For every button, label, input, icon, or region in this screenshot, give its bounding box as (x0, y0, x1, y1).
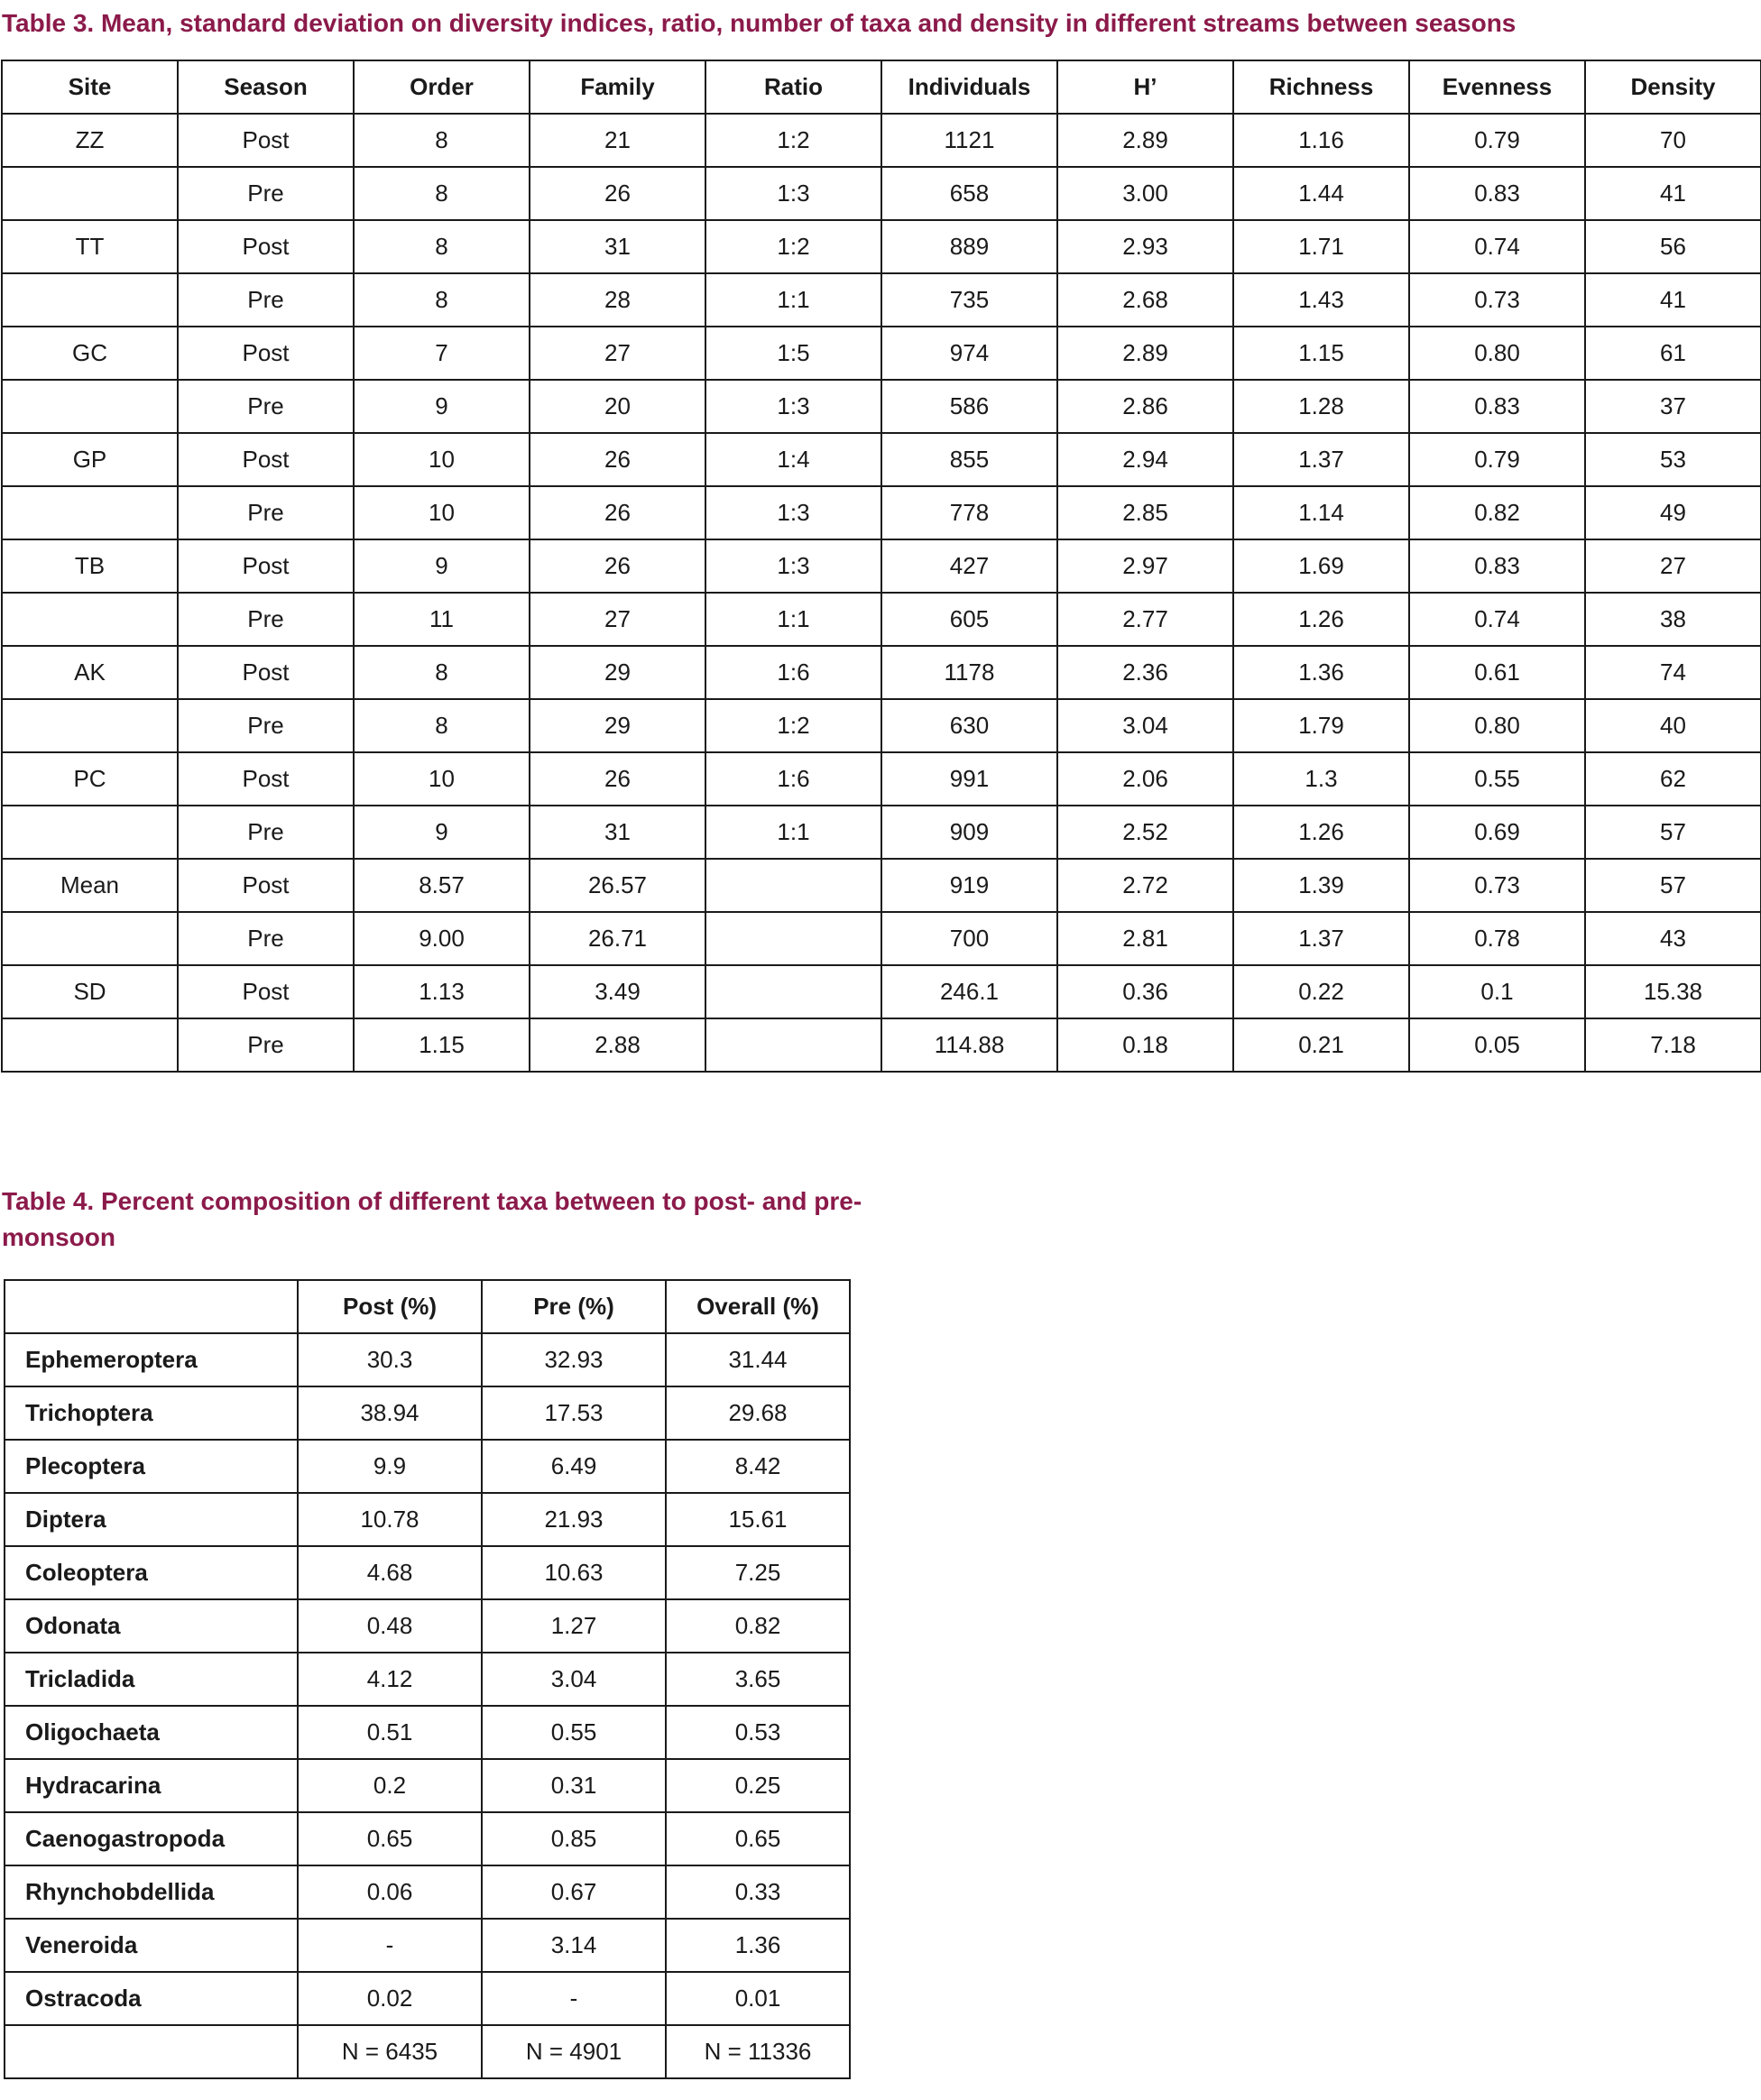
table3-header-cell: Richness (1233, 60, 1409, 114)
table3-cell: 49 (1585, 486, 1761, 539)
table4-cell: 0.82 (666, 1599, 850, 1653)
table3-cell: 246.1 (881, 965, 1057, 1018)
table4-cell: Oligochaeta (5, 1706, 298, 1759)
table3-row (2, 859, 1761, 912)
table3-cell: 41 (1585, 167, 1761, 220)
table3-cell: 658 (881, 167, 1057, 220)
table4-row (5, 1440, 850, 1493)
table3-row (2, 965, 1761, 1018)
table3-cell: Post (178, 220, 354, 273)
table4-header-row (5, 1280, 850, 1333)
table4-cell: Odonata (5, 1599, 298, 1653)
table3-row (2, 539, 1761, 593)
table4-cell: 0.25 (666, 1759, 850, 1812)
table4-body (5, 1333, 850, 2078)
table3-cell: 9.00 (354, 912, 530, 965)
table4-row (5, 1706, 850, 1759)
table3-header-cell: Ratio (705, 60, 881, 114)
table3-cell: 8 (354, 699, 530, 752)
table3-row (2, 1018, 1761, 1072)
table3-cell: Post (178, 327, 354, 380)
table3-cell: 26.71 (530, 912, 705, 965)
table3-cell: 31 (530, 220, 705, 273)
table3-cell: 1.79 (1233, 699, 1409, 752)
table3-header-row (2, 60, 1761, 114)
table3-cell (2, 1018, 178, 1072)
table3-cell: 1.71 (1233, 220, 1409, 273)
table3-cell: 1.43 (1233, 273, 1409, 327)
table3-cell: 70 (1585, 114, 1761, 167)
table3-cell: Pre (178, 486, 354, 539)
table4-cell: 0.01 (666, 1972, 850, 2025)
table3-cell: 38 (1585, 593, 1761, 646)
table3-cell: 20 (530, 380, 705, 433)
table4-cell: 0.33 (666, 1865, 850, 1919)
table3-cell: 3.00 (1057, 167, 1233, 220)
table3-cell: 605 (881, 593, 1057, 646)
table3-cell: 0.22 (1233, 965, 1409, 1018)
table4-cell: Trichoptera (5, 1386, 298, 1440)
table3-cell: 8 (354, 273, 530, 327)
table4-cell: 17.53 (482, 1386, 666, 1440)
table4-cell: 9.9 (298, 1440, 482, 1493)
table3-cell: 1.14 (1233, 486, 1409, 539)
table3-cell: 1.16 (1233, 114, 1409, 167)
table3-cell: ZZ (2, 114, 178, 167)
table3-cell: 9 (354, 539, 530, 593)
table3-cell: Post (178, 859, 354, 912)
table3-cell: 8 (354, 646, 530, 699)
table3-row (2, 912, 1761, 965)
table3-cell (705, 1018, 881, 1072)
table4-row (5, 1812, 850, 1865)
table3-cell: 0.83 (1409, 539, 1585, 593)
table3-cell: 62 (1585, 752, 1761, 806)
table3-cell: Pre (178, 273, 354, 327)
table3-cell: 40 (1585, 699, 1761, 752)
table3-cell: 0.74 (1409, 593, 1585, 646)
table3-cell: 2.06 (1057, 752, 1233, 806)
table3-row (2, 806, 1761, 859)
table3-cell: 1.13 (354, 965, 530, 1018)
table4-cell: 0.55 (482, 1706, 666, 1759)
table4-cell: 0.2 (298, 1759, 482, 1812)
table3-cell: 2.85 (1057, 486, 1233, 539)
table3-cell: 855 (881, 433, 1057, 486)
table4-cell: 29.68 (666, 1386, 850, 1440)
table3-cell: 1:3 (705, 539, 881, 593)
table3-cell: 909 (881, 806, 1057, 859)
table3-cell: 74 (1585, 646, 1761, 699)
table3-cell: 9 (354, 806, 530, 859)
table3-row (2, 699, 1761, 752)
table3-cell (2, 699, 178, 752)
table3-body (2, 114, 1761, 1072)
table3-cell: 61 (1585, 327, 1761, 380)
table3-cell: 1121 (881, 114, 1057, 167)
table3-cell: 11 (354, 593, 530, 646)
table3-cell: 1.37 (1233, 912, 1409, 965)
table4-cell: N = 6435 (298, 2025, 482, 2078)
table4-cell: Rhynchobdellida (5, 1865, 298, 1919)
table3-cell: 1.39 (1233, 859, 1409, 912)
table3-header-cell: Individuals (881, 60, 1057, 114)
table3-cell: 27 (530, 593, 705, 646)
table3-cell: Pre (178, 1018, 354, 1072)
table4-cell: 1.27 (482, 1599, 666, 1653)
table3-cell: 1:2 (705, 114, 881, 167)
table3-cell: Pre (178, 167, 354, 220)
table4-header-cell: Pre (%) (482, 1280, 666, 1333)
table3-cell: 10 (354, 486, 530, 539)
table4-row (5, 1972, 850, 2025)
table3-cell: 21 (530, 114, 705, 167)
table3-row (2, 593, 1761, 646)
table4-cell: 6.49 (482, 1440, 666, 1493)
table3-row (2, 327, 1761, 380)
table4-cell: - (482, 1972, 666, 2025)
table3-cell: 8 (354, 167, 530, 220)
table3-cell: 114.88 (881, 1018, 1057, 1072)
table3-cell: 27 (530, 327, 705, 380)
table4-row (5, 1333, 850, 1386)
table4-cell: Ostracoda (5, 1972, 298, 2025)
table3-cell: 0.73 (1409, 859, 1585, 912)
table3-cell: Pre (178, 699, 354, 752)
table3-cell: 630 (881, 699, 1057, 752)
table4-row (5, 2025, 850, 2078)
table3-cell: 0.36 (1057, 965, 1233, 1018)
table4-cell: 0.31 (482, 1759, 666, 1812)
table3-cell: 1.69 (1233, 539, 1409, 593)
table4-cell: 10.78 (298, 1493, 482, 1546)
table3-cell: 700 (881, 912, 1057, 965)
table4-cell: N = 4901 (482, 2025, 666, 2078)
table3-cell: Post (178, 433, 354, 486)
table3-cell: Pre (178, 806, 354, 859)
table3-cell: 1:2 (705, 699, 881, 752)
table3-row (2, 752, 1761, 806)
table3-cell: 8 (354, 114, 530, 167)
table4-cell: 32.93 (482, 1333, 666, 1386)
table4-row (5, 1386, 850, 1440)
table4-cell: 21.93 (482, 1493, 666, 1546)
table4-row (5, 1653, 850, 1706)
table3-cell: 1:4 (705, 433, 881, 486)
table3-cell: 26 (530, 486, 705, 539)
table3-cell: PC (2, 752, 178, 806)
table4-caption: Table 4. Percent composition of different taxa between to post- and pre-monsoon (2, 1187, 862, 1251)
table4-cell: Tricladida (5, 1653, 298, 1706)
table4-cell (5, 2025, 298, 2078)
table3-cell: AK (2, 646, 178, 699)
table3-cell: 2.89 (1057, 327, 1233, 380)
table3-cell: 1.44 (1233, 167, 1409, 220)
table4-cell: Ephemeroptera (5, 1333, 298, 1386)
table3-header-cell: Order (354, 60, 530, 114)
table3-cell: 0.05 (1409, 1018, 1585, 1072)
table3-cell: 26 (530, 539, 705, 593)
table4-row (5, 1546, 850, 1599)
table3-cell: 3.49 (530, 965, 705, 1018)
table3-row (2, 167, 1761, 220)
table4-row (5, 1759, 850, 1812)
table3-cell: 1.37 (1233, 433, 1409, 486)
table3-cell: 26 (530, 433, 705, 486)
table3-cell: TT (2, 220, 178, 273)
table4-cell: 0.67 (482, 1865, 666, 1919)
table3-header-cell: Density (1585, 60, 1761, 114)
table4-header-cell: Overall (%) (666, 1280, 850, 1333)
table3-cell: 919 (881, 859, 1057, 912)
table3-cell: 0.18 (1057, 1018, 1233, 1072)
table3-header-cell: Season (178, 60, 354, 114)
table3-cell: 29 (530, 699, 705, 752)
table3-cell: Pre (178, 912, 354, 965)
table3-cell: 7.18 (1585, 1018, 1761, 1072)
table4-cell: 1.36 (666, 1919, 850, 1972)
table3-cell: 31 (530, 806, 705, 859)
table4 (4, 1279, 851, 2079)
table3-cell: 1:6 (705, 752, 881, 806)
table3-row (2, 114, 1761, 167)
table3-cell: 3.04 (1057, 699, 1233, 752)
table3-cell: SD (2, 965, 178, 1018)
table3-cell: 1.26 (1233, 806, 1409, 859)
table4-cell: 4.68 (298, 1546, 482, 1599)
table3-cell: 26 (530, 167, 705, 220)
table3-cell: 2.94 (1057, 433, 1233, 486)
table3-cell: 1:3 (705, 380, 881, 433)
table3-cell: Mean (2, 859, 178, 912)
table3-cell: 29 (530, 646, 705, 699)
table3-cell: GP (2, 433, 178, 486)
table4-cell: Diptera (5, 1493, 298, 1546)
table3-cell: 8.57 (354, 859, 530, 912)
table3-caption: Table 3. Mean, standard deviation on diversity indices, ratio, number of taxa and density in different streams between seasons (2, 9, 1517, 37)
table4-cell: 0.53 (666, 1706, 850, 1759)
table3-cell: 2.72 (1057, 859, 1233, 912)
table3-cell: 56 (1585, 220, 1761, 273)
table3-cell: Post (178, 114, 354, 167)
table3-cell: 586 (881, 380, 1057, 433)
table3-cell: 41 (1585, 273, 1761, 327)
table3-header-cell: Family (530, 60, 705, 114)
table3-cell: Pre (178, 380, 354, 433)
table3-row (2, 380, 1761, 433)
table3-cell: 2.93 (1057, 220, 1233, 273)
table3-cell: 1.15 (1233, 327, 1409, 380)
table3-cell: 1:2 (705, 220, 881, 273)
table3-cell: 2.88 (530, 1018, 705, 1072)
table3-cell: 15.38 (1585, 965, 1761, 1018)
table3-cell: 0.82 (1409, 486, 1585, 539)
table3-cell: 735 (881, 273, 1057, 327)
table4-cell: 3.14 (482, 1919, 666, 1972)
table3-cell: 0.79 (1409, 433, 1585, 486)
table3-cell: TB (2, 539, 178, 593)
table3-cell: 427 (881, 539, 1057, 593)
table3-cell: 1:1 (705, 806, 881, 859)
table4-cell: 0.48 (298, 1599, 482, 1653)
table3-cell (2, 273, 178, 327)
table3-cell: 2.36 (1057, 646, 1233, 699)
table3-cell: 0.1 (1409, 965, 1585, 1018)
table4-cell: Veneroida (5, 1919, 298, 1972)
table3-cell (705, 912, 881, 965)
table4-cell: Coleoptera (5, 1546, 298, 1599)
table3-cell: 26 (530, 752, 705, 806)
table4-cell: N = 11336 (666, 2025, 850, 2078)
table3-cell: 1178 (881, 646, 1057, 699)
table4-cell: 0.65 (298, 1812, 482, 1865)
table3-cell: Post (178, 646, 354, 699)
table3-cell: 991 (881, 752, 1057, 806)
table3-cell: 0.80 (1409, 699, 1585, 752)
table3-row (2, 646, 1761, 699)
table3-cell: 1.28 (1233, 380, 1409, 433)
table4-cell: 3.65 (666, 1653, 850, 1706)
table3-cell: 0.80 (1409, 327, 1585, 380)
table4-cell: 0.85 (482, 1812, 666, 1865)
table3-cell: Post (178, 539, 354, 593)
table3-cell: 0.83 (1409, 380, 1585, 433)
table3-row (2, 220, 1761, 273)
table4-cell: - (298, 1919, 482, 1972)
table3-cell: 0.83 (1409, 167, 1585, 220)
table3-header-cell: H’ (1057, 60, 1233, 114)
table4-cell: 38.94 (298, 1386, 482, 1440)
table3-cell: 889 (881, 220, 1057, 273)
table3-cell: 26.57 (530, 859, 705, 912)
table3-cell: 2.97 (1057, 539, 1233, 593)
table3-cell: 9 (354, 380, 530, 433)
table3-cell: 974 (881, 327, 1057, 380)
table4-cell: 31.44 (666, 1333, 850, 1386)
table3-row (2, 486, 1761, 539)
table3-cell: 10 (354, 433, 530, 486)
table3-cell: 57 (1585, 806, 1761, 859)
table4-row (5, 1919, 850, 1972)
table3-row (2, 273, 1761, 327)
table3-cell: 2.86 (1057, 380, 1233, 433)
table4-cell: 0.51 (298, 1706, 482, 1759)
table4-cell: 0.02 (298, 1972, 482, 2025)
table3-cell (2, 806, 178, 859)
table3-cell: 1:3 (705, 167, 881, 220)
table3-cell: 57 (1585, 859, 1761, 912)
table3-row (2, 433, 1761, 486)
table4-header-cell: Post (%) (298, 1280, 482, 1333)
table3-cell: Pre (178, 593, 354, 646)
table3-cell: 0.61 (1409, 646, 1585, 699)
table3-cell: 0.55 (1409, 752, 1585, 806)
table3-cell (2, 486, 178, 539)
table4-cell: 3.04 (482, 1653, 666, 1706)
table3-cell: 28 (530, 273, 705, 327)
table3-cell: Post (178, 752, 354, 806)
table4-cell: 7.25 (666, 1546, 850, 1599)
table3-cell: Post (178, 965, 354, 1018)
table3-cell: 1.15 (354, 1018, 530, 1072)
table3-cell: 27 (1585, 539, 1761, 593)
table4-header-cell (5, 1280, 298, 1333)
table3-cell: 1:1 (705, 273, 881, 327)
table3-cell (705, 859, 881, 912)
table3-cell: 0.69 (1409, 806, 1585, 859)
table3-cell: 1:3 (705, 486, 881, 539)
table3 (1, 60, 1761, 1073)
table3-cell: 53 (1585, 433, 1761, 486)
table4-cell: 4.12 (298, 1653, 482, 1706)
table4-cell: Plecoptera (5, 1440, 298, 1493)
table4-cell: 8.42 (666, 1440, 850, 1493)
table3-cell: 1:1 (705, 593, 881, 646)
table3-cell: 0.73 (1409, 273, 1585, 327)
table3-cell: 8 (354, 220, 530, 273)
table3-cell: 1:6 (705, 646, 881, 699)
table3-cell: 1.26 (1233, 593, 1409, 646)
table3-cell: 2.89 (1057, 114, 1233, 167)
table3-cell: 1:5 (705, 327, 881, 380)
table3-cell: 37 (1585, 380, 1761, 433)
table3-cell: 0.78 (1409, 912, 1585, 965)
table3-cell: 43 (1585, 912, 1761, 965)
table4-cell: 15.61 (666, 1493, 850, 1546)
table4-row (5, 1865, 850, 1919)
table4-cell: 0.06 (298, 1865, 482, 1919)
table3-cell: 0.74 (1409, 220, 1585, 273)
table3-cell: 2.77 (1057, 593, 1233, 646)
table3-cell: 2.81 (1057, 912, 1233, 965)
table4-row (5, 1493, 850, 1546)
table4-cell: Hydracarina (5, 1759, 298, 1812)
table4-cell: Caenogastropoda (5, 1812, 298, 1865)
table3-cell (2, 912, 178, 965)
table3-cell: 10 (354, 752, 530, 806)
table3-cell: 778 (881, 486, 1057, 539)
table3-cell: 7 (354, 327, 530, 380)
table3-cell: 2.52 (1057, 806, 1233, 859)
table3-cell: GC (2, 327, 178, 380)
table3-header-cell: Evenness (1409, 60, 1585, 114)
table4-cell: 30.3 (298, 1333, 482, 1386)
table4-cell: 10.63 (482, 1546, 666, 1599)
table3-cell (2, 593, 178, 646)
table3-cell (2, 380, 178, 433)
table3-header-cell: Site (2, 60, 178, 114)
table3-cell: 2.68 (1057, 273, 1233, 327)
table4-row (5, 1599, 850, 1653)
table3-cell: 0.79 (1409, 114, 1585, 167)
table3-cell: 0.21 (1233, 1018, 1409, 1072)
table3-cell: 1.3 (1233, 752, 1409, 806)
table4-cell: 0.65 (666, 1812, 850, 1865)
table3-cell: 1.36 (1233, 646, 1409, 699)
table3-cell (705, 965, 881, 1018)
table3-cell (2, 167, 178, 220)
